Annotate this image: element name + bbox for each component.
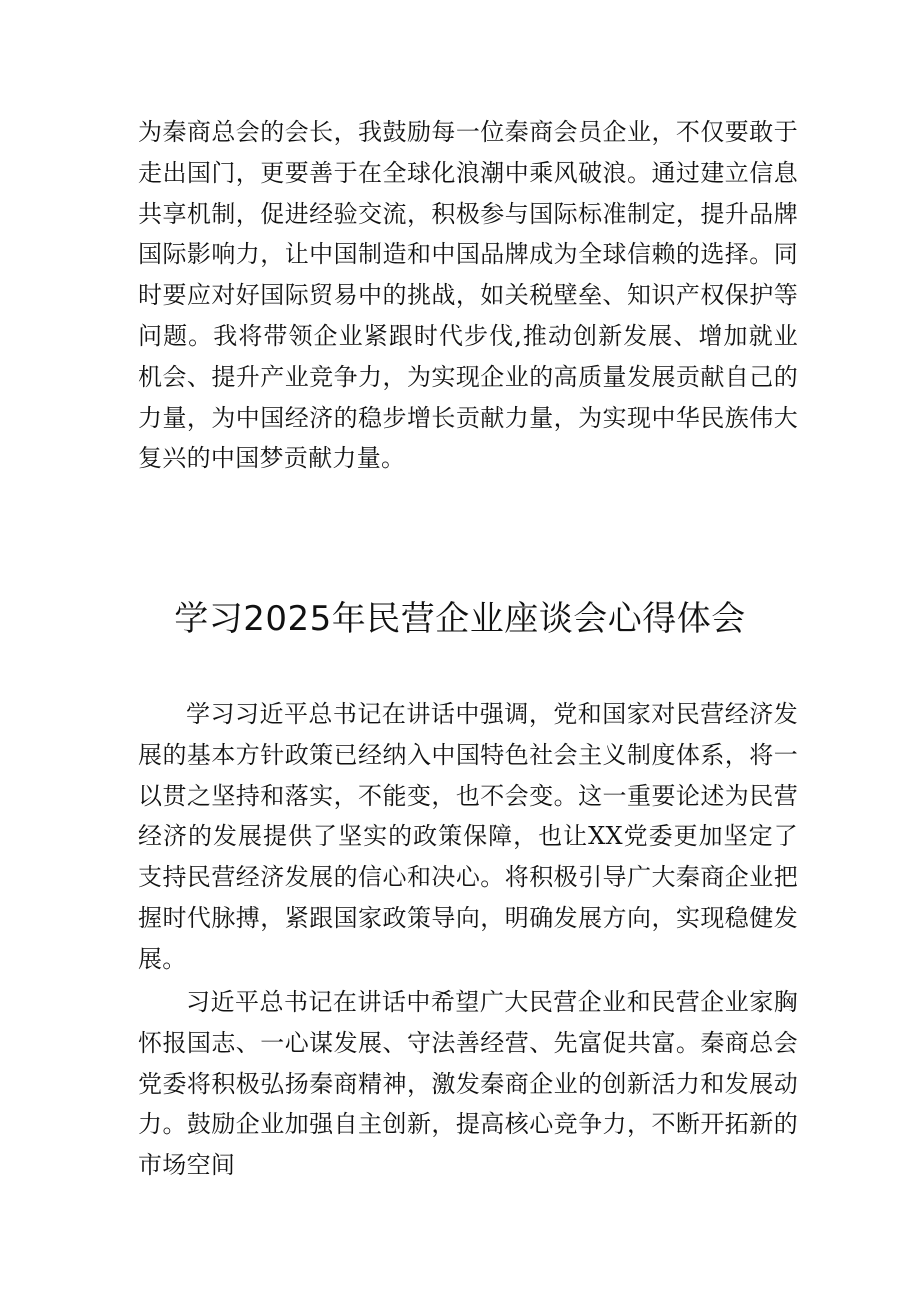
paragraph-continued: 为秦商总会的会长，我鼓励每一位秦商会员企业，不仅要敢于走出国门，更要善于在全球化浪潮中乘风破浪。通过建立信息共享机制，促进经验交流，积极参与国际标准制定，提升品牌国际影响力，让中国制造和中国品牌成为全球信赖的选择。同时要应对好国际贸易中的挑战，如关税壁垒、知识产权保护等问题。我将带领企业紧跟时代步伐,推动创新发展、增加就业机会、提升产业竞争力，为实现企业的高质量发展贡献自己的力量，为中国经济的稳步增长贡献力量，为实现中华民族伟大复兴的中国梦贡献力量。 <box>138 118 798 473</box>
paragraph-intro: 学习习近平总书记在讲话中强调，党和国家对民营经济发展的基本方针政策已经纳入中国特色社会主义制度体系，将一以贯之坚持和落实，不能变，也不会变。这一重要论述为民营经济的发展提供了坚实的政策保障，也让XX党委更加坚定了支持民营经济发展的信心和决心。将积极引导广大秦商企业把握时代脉搏，紧跟国家政策导向，明确发展方向，实现稳健发展。 <box>138 700 798 973</box>
section-heading: 学习2025年民营企业座谈会心得体会 <box>174 599 746 639</box>
paragraph-second: 习近平总书记在讲话中希望广大民营企业和民营企业家胸怀报国志、一心谋发展、守法善经营、先富促共富。秦商总会党委将积极弘扬秦商精神，激发秦商企业的创新活力和发展动力。鼓励企业加强自主创新，提高核心竞争力，不断开拓新的市场空间 <box>138 988 798 1180</box>
